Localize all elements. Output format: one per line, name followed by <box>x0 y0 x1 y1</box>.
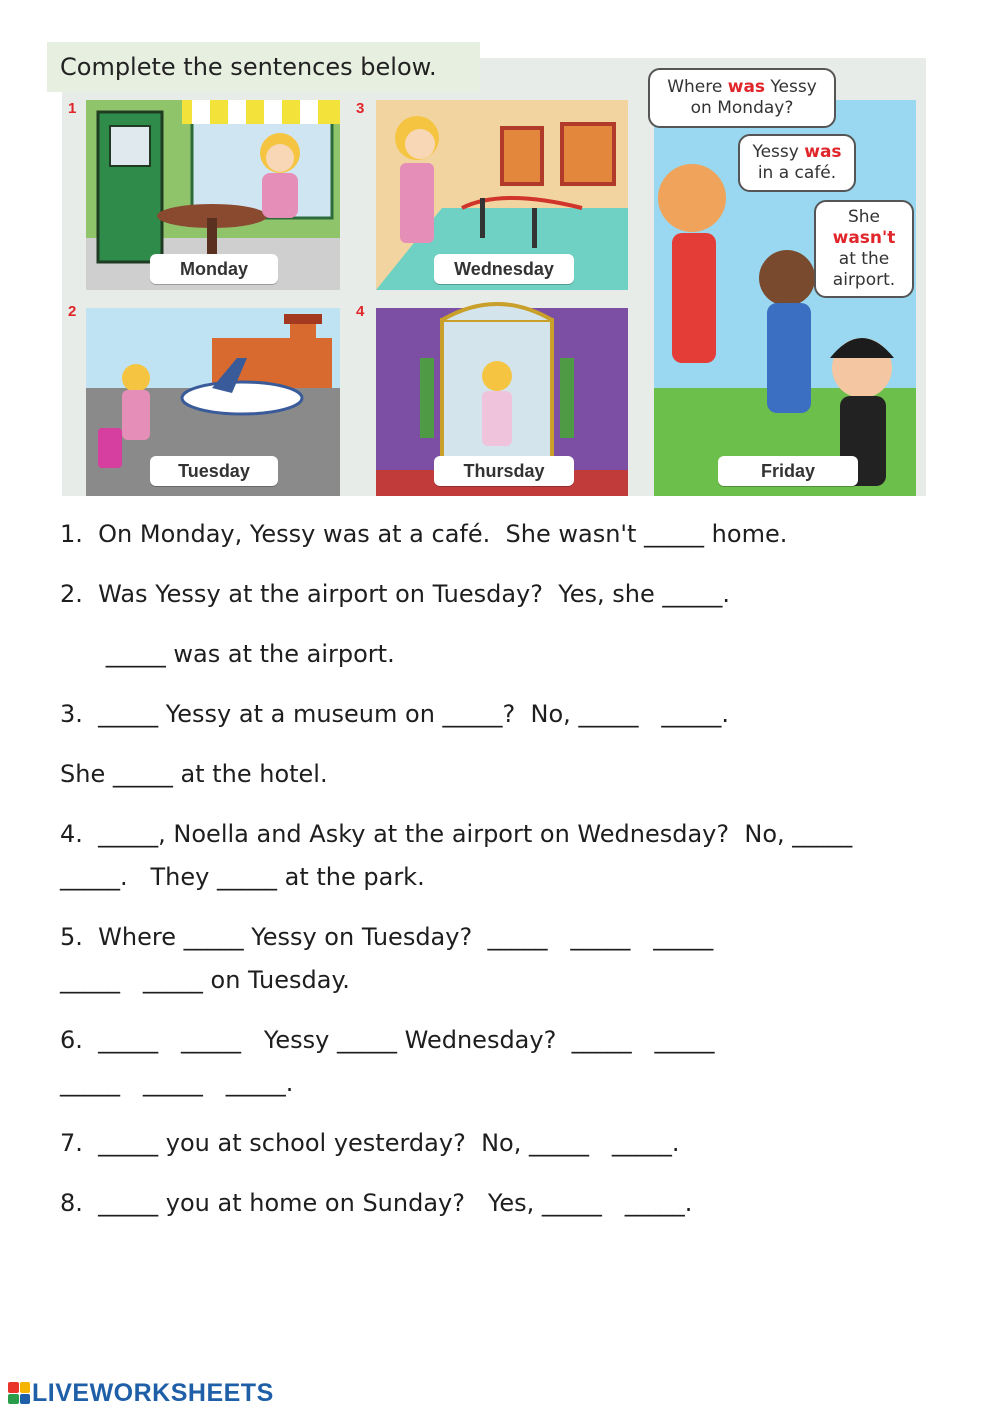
speech-bubble-yessy-was <box>738 134 856 192</box>
day-label-wednesday: Wednesday <box>434 254 574 284</box>
exercise-line: 2. Was Yessy at the airport on Tuesday? Yes, she _____. <box>60 580 730 608</box>
bubble2-text-red: was <box>804 142 842 162</box>
bubble3-text-line1: She <box>847 207 881 227</box>
panel-number-2: 2 <box>68 303 77 320</box>
day-label-monday: Monday <box>150 254 278 284</box>
bubble1-text-post: Yessy <box>765 77 817 97</box>
exercise-line: _____ was at the airport. <box>60 640 395 668</box>
exercise-line: _____ _____ _____. <box>60 1069 294 1097</box>
exercise-line: 5. Where _____ Yessy on Tuesday? _____ _____ _____ <box>60 923 714 951</box>
day-label-tuesday: Tuesday <box>150 456 278 486</box>
speech-bubble-where-was <box>648 68 836 128</box>
bubble2-text-line2: in a café. <box>757 163 837 183</box>
exercise-line: She _____ at the hotel. <box>60 760 328 788</box>
panel-number-4: 4 <box>356 303 365 320</box>
exercise-line: 3. _____ Yessy at a museum on _____? No, _____ _____. <box>60 700 729 728</box>
liveworksheets-logo[interactable] <box>8 1380 274 1406</box>
panel-number-3: 3 <box>356 100 365 117</box>
panel-number-1: 1 <box>68 100 77 117</box>
instruction-banner <box>47 42 480 92</box>
exercise-line: 6. _____ _____ Yessy _____ Wednesday? _____ _____ <box>60 1026 715 1054</box>
bubble3-text-red: wasn't <box>832 228 896 248</box>
bubble3-text-line3: at the <box>838 249 890 269</box>
day-label-friday: Friday <box>718 456 858 486</box>
bubble3-text-line4: airport. <box>832 270 896 290</box>
logo-grid-icon <box>8 1382 30 1404</box>
exercise-line: 8. _____ you at home on Sunday? Yes, _____ _____. <box>60 1189 693 1217</box>
illustration-area <box>62 58 926 496</box>
day-label-thursday: Thursday <box>434 456 574 486</box>
bubble1-text-red: was <box>727 77 766 97</box>
bubble1-text-line2: on Monday? <box>690 98 794 118</box>
bubble2-text-pre: Yessy <box>752 142 805 162</box>
exercise-line: _____. They _____ at the park. <box>60 863 425 891</box>
bubble1-text-pre: Where <box>667 77 728 97</box>
instruction-text: Complete the sentences below. <box>60 53 437 81</box>
logo-text: LIVEWORKSHEETS <box>32 1378 274 1407</box>
exercise-line: 7. _____ you at school yesterday? No, _____ _____. <box>60 1129 680 1157</box>
exercise-line: 1. On Monday, Yessy was at a café. She wasn't _____ home. <box>60 520 788 548</box>
exercise-line: 4. _____, Noella and Asky at the airport on Wednesday? No, _____ <box>60 820 853 848</box>
speech-bubble-she-wasnt <box>814 200 914 298</box>
exercise-line: _____ _____ on Tuesday. <box>60 966 350 994</box>
